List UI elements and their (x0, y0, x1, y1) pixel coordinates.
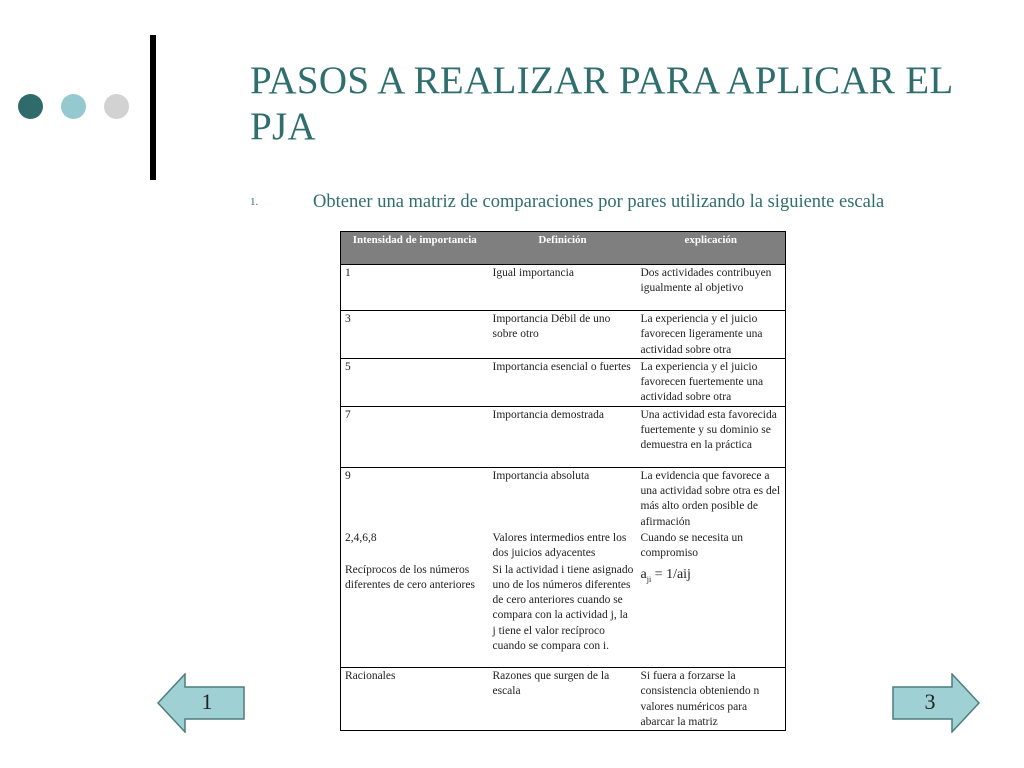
cell-definition: Importancia esencial o fuertes (489, 358, 637, 406)
cell-explanation: Cuando se necesita un compromiso (640, 531, 744, 560)
table-row (341, 467, 786, 530)
cell-definition: Razones que surgen de la escala (489, 668, 637, 731)
decor-dot-gray (104, 94, 129, 119)
cell-definition: Igual importancia (489, 265, 637, 311)
cell-explanation: La experiencia y el juicio favorecen ligeramente una actividad sobre otra (637, 311, 786, 359)
cell-definition: Importancia Débil de uno sobre otro (489, 311, 637, 359)
cell-intensity: Racionales (341, 668, 489, 731)
table-row (341, 406, 786, 467)
cell-definition: Importancia demostrada (489, 406, 637, 467)
table-row (341, 562, 786, 668)
slide-title: PASOS A REALIZAR PARA APLICAR EL PJA (250, 59, 953, 148)
decor-dot-light (61, 94, 86, 119)
table-row (341, 668, 786, 731)
cell-intensity: Recíprocos de los números diferentes de cero anteriores (345, 563, 475, 591)
cell-intensity: 1 (341, 265, 489, 311)
step-text: Obtener una matriz de comparaciones por pares utilizando la siguiente escala (313, 192, 885, 212)
prev-slide-button[interactable] (157, 673, 245, 733)
step-number: 1. (250, 196, 259, 208)
cell-definition: Si la actividad i tiene asignado uno de los números diferentes de cero anteriores cuando se compara con la actividad j, la j tiene el valor recíproco cuando se compara con i. (492, 563, 634, 653)
table-row (341, 358, 786, 406)
cell-explanation: La experiencia y el juicio favorecen fuertemente una actividad sobre otra (637, 358, 786, 406)
cell-definition: Importancia absoluta (489, 467, 637, 530)
reciprocal-formula: $a_{ji} = 1/aij$ (640, 566, 691, 584)
next-slide-button[interactable] (892, 673, 980, 733)
next-slide-label: 3 (924, 689, 936, 714)
cell-explanation: La evidencia que favorece a una actividad sobre otra es del más alto orden posible de afirmación (637, 467, 786, 530)
cell-intensity: 9 (341, 467, 489, 530)
cell-explanation: Si fuera a forzarse la consistencia obteniendo n valores numéricos para abarcar la matriz (637, 668, 786, 731)
step-item (250, 190, 1010, 214)
scale-table (340, 231, 786, 731)
cell-intensity: 5 (341, 358, 489, 406)
table-row (341, 265, 786, 311)
header-definition: Definición (489, 232, 637, 265)
cell-intensity: 2,4,6,8 (345, 531, 377, 544)
cell-explanation (637, 562, 786, 668)
title-divider-bar (150, 35, 156, 180)
table-header-row (341, 232, 786, 265)
cell-definition: Valores intermedios entre los dos juicios adyacentes (492, 531, 627, 560)
cell-intensity: 7 (341, 406, 489, 467)
prev-slide-label: 1 (201, 689, 213, 714)
header-explanation: explicación (637, 232, 786, 265)
decor-dot-dark (18, 94, 43, 119)
cell-intensity: 3 (341, 311, 489, 359)
header-intensity: Intensidad de importancia (341, 232, 489, 265)
table-row (341, 530, 786, 562)
cell-explanation: Dos actividades contribuyen igualmente al objetivo (637, 265, 786, 311)
table-row (341, 311, 786, 359)
cell-explanation: Una actividad esta favorecida fuertemente y su dominio se demuestra en la práctica (637, 406, 786, 467)
